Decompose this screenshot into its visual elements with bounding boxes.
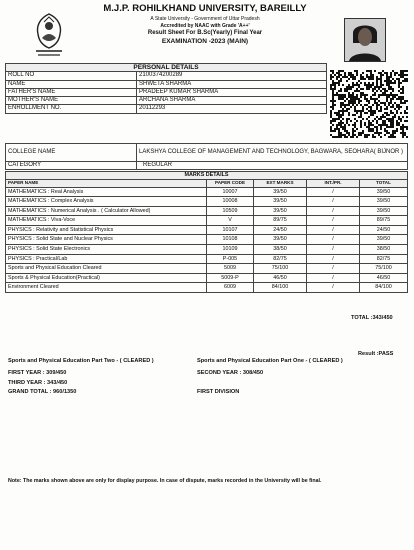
third-year-marks: THIRD YEAR : 343/450 — [8, 380, 68, 386]
ext-marks-cell: 82/75 — [254, 254, 307, 264]
ext-marks-cell: 84/100 — [254, 283, 307, 293]
ext-marks-cell: 24/50 — [254, 225, 307, 235]
division: FIRST DIVISION — [197, 389, 240, 395]
ext-marks-cell: 89/75 — [254, 216, 307, 226]
paper-name-cell: Environment Cleared — [6, 283, 207, 293]
total-cell: 75/100 — [360, 264, 408, 274]
header-line-2: Accredited by NAAC with Grade 'A++' — [160, 23, 250, 29]
int-marks-cell: / — [307, 283, 360, 293]
enrollment-value: 20112293 — [137, 105, 327, 113]
int-marks-cell: / — [307, 216, 360, 226]
qr-code-icon — [330, 70, 408, 138]
ext-marks-cell: 38/50 — [254, 245, 307, 255]
table-row — [6, 254, 408, 264]
paper-name-cell: MATHEMATICS : Real Analysis — [6, 187, 207, 197]
total-cell: 39/50 — [360, 235, 408, 245]
table-row — [6, 206, 408, 216]
total-cell: 38/50 — [360, 245, 408, 255]
paper-code-cell: 10007 — [207, 187, 254, 197]
table-row — [6, 187, 408, 197]
paper-name-cell: MATHEMATICS : Numerical Analysis . ( Calculator Allowed) — [6, 206, 207, 216]
table-row — [6, 283, 408, 293]
int-marks-cell: / — [307, 225, 360, 235]
table-row: ENROLLMENT NO. 20112293 — [6, 105, 327, 113]
total-marks: TOTAL :343/450 — [351, 315, 393, 321]
table-row — [6, 264, 408, 274]
table-row — [6, 245, 408, 255]
result-status: Result :PASS — [358, 351, 394, 357]
int-marks-cell: / — [307, 235, 360, 245]
int-marks-cell: / — [307, 264, 360, 274]
paper-code-cell: 10008 — [207, 197, 254, 207]
ext-marks-cell: 39/50 — [254, 206, 307, 216]
exam-title: EXAMINATION -2023 (MAIN) — [161, 38, 249, 45]
int-marks-cell: / — [307, 187, 360, 197]
category-label: CATEGORY — [6, 162, 137, 170]
mother-name-value: ARCHANA SHARMA — [137, 97, 327, 105]
paper-code-cell: 5009 — [207, 264, 254, 274]
paper-name-cell: Sports and Physical Education Cleared — [6, 264, 207, 274]
paper-code-cell: V — [207, 216, 254, 226]
name-value: SHWETA SHARMA — [137, 80, 327, 88]
first-year-marks: FIRST YEAR : 309/450 — [8, 370, 67, 376]
paper-name-cell: PHYSICS : Practical/Lab — [6, 254, 207, 264]
total-cell: 82/75 — [360, 254, 408, 264]
table-row — [6, 235, 408, 245]
paper-name-cell: PHYSICS : Relativity and Statistical Physics — [6, 225, 207, 235]
disclaimer-note: Note: The marks shown above are only for display purpose. In case of dispute, marks recorded in the University will be final. — [8, 478, 322, 484]
table-row: ROLL NO 2100374200289 — [6, 72, 327, 80]
paper-code-cell: P-005 — [207, 254, 254, 264]
total-cell: 89/75 — [360, 216, 408, 226]
int-marks-cell: / — [307, 254, 360, 264]
paper-code-cell: 10509 — [207, 206, 254, 216]
paper-name-cell: MATHEMATICS : Viva-Voce — [6, 216, 207, 226]
total-cell: 39/50 — [360, 197, 408, 207]
paper-name-cell: Sports & Physical Education(Practical) — [6, 273, 207, 283]
table-row: NAME SHWETA SHARMA — [6, 80, 327, 88]
total-cell: 24/50 — [360, 225, 408, 235]
int-marks-cell: / — [307, 197, 360, 207]
table-row — [6, 273, 408, 283]
personal-details-table — [5, 63, 327, 114]
paper-code-cell: 10107 — [207, 225, 254, 235]
ext-marks-cell: 39/50 — [254, 235, 307, 245]
table-row — [6, 197, 408, 207]
marks-header-row: PAPER NAME PAPER CODE EXT MARKS INT./PR. TOTAL — [6, 180, 408, 188]
int-marks-cell: / — [307, 273, 360, 283]
ext-marks-cell: 39/50 — [254, 197, 307, 207]
table-row — [6, 144, 408, 162]
table-row: FATHER'S NAME PRADEEP KUMAR SHARMA — [6, 88, 327, 96]
total-cell: 84/100 — [360, 283, 408, 293]
student-photo — [344, 18, 386, 62]
ext-marks-cell: 75/100 — [254, 264, 307, 274]
sports-part-two: Sports and Physical Education Part Two - ( CLEARED ) — [8, 358, 154, 364]
table-row — [6, 216, 408, 226]
table-row: MOTHER'S NAME ARCHANA SHARMA — [6, 97, 327, 105]
paper-name-cell: MATHEMATICS : Complex Analysis — [6, 197, 207, 207]
paper-code-cell: 5009-P — [207, 273, 254, 283]
marks-table — [5, 171, 408, 293]
int-marks-cell: / — [307, 245, 360, 255]
second-year-marks: SECOND YEAR : 308/450 — [197, 370, 264, 376]
total-cell: 46/50 — [360, 273, 408, 283]
sports-part-one: Sports and Physical Education Part One - ( CLEARED ) — [197, 358, 343, 364]
roll-no-value: 2100374200289 — [137, 72, 327, 80]
father-name-value: PRADEEP KUMAR SHARMA — [137, 88, 327, 96]
college-value: LAKSHYA COLLEGE OF MANAGEMENT AND TECHNOLOGY, BAGWARA, SEOHARA( BIJNOR ) — [137, 144, 408, 162]
paper-code-cell: 10108 — [207, 235, 254, 245]
college-table — [5, 143, 408, 170]
table-row — [6, 225, 408, 235]
personal-details-title: PERSONAL DETAILS — [6, 64, 327, 72]
paper-name-cell: PHYSICS : Solid State and Nuclear Physics — [6, 235, 207, 245]
marks-details-title: MARKS DETAILS — [6, 172, 408, 180]
table-row — [6, 162, 408, 170]
university-logo-icon — [30, 12, 68, 58]
ext-marks-cell: 39/50 — [254, 187, 307, 197]
int-marks-cell: / — [307, 206, 360, 216]
paper-code-cell: 10109 — [207, 245, 254, 255]
college-label: COLLEGE NAME — [6, 144, 137, 162]
category-value: REGULAR — [137, 162, 408, 170]
header-line-1: A State University - Government of Uttar Pradesh — [150, 16, 260, 22]
header-line-3: Result Sheet For B.Sc(Yearly) Final Year — [147, 30, 263, 36]
ext-marks-cell: 46/50 — [254, 273, 307, 283]
total-cell: 39/50 — [360, 206, 408, 216]
paper-code-cell: 6009 — [207, 283, 254, 293]
total-cell: 39/50 — [360, 187, 408, 197]
grand-total: GRAND TOTAL : 960/1350 — [8, 389, 77, 395]
paper-name-cell: PHYSICS : Solid State Electronics — [6, 245, 207, 255]
university-name: M.J.P. ROHILKHAND UNIVERSITY, BAREILLY — [103, 3, 307, 14]
